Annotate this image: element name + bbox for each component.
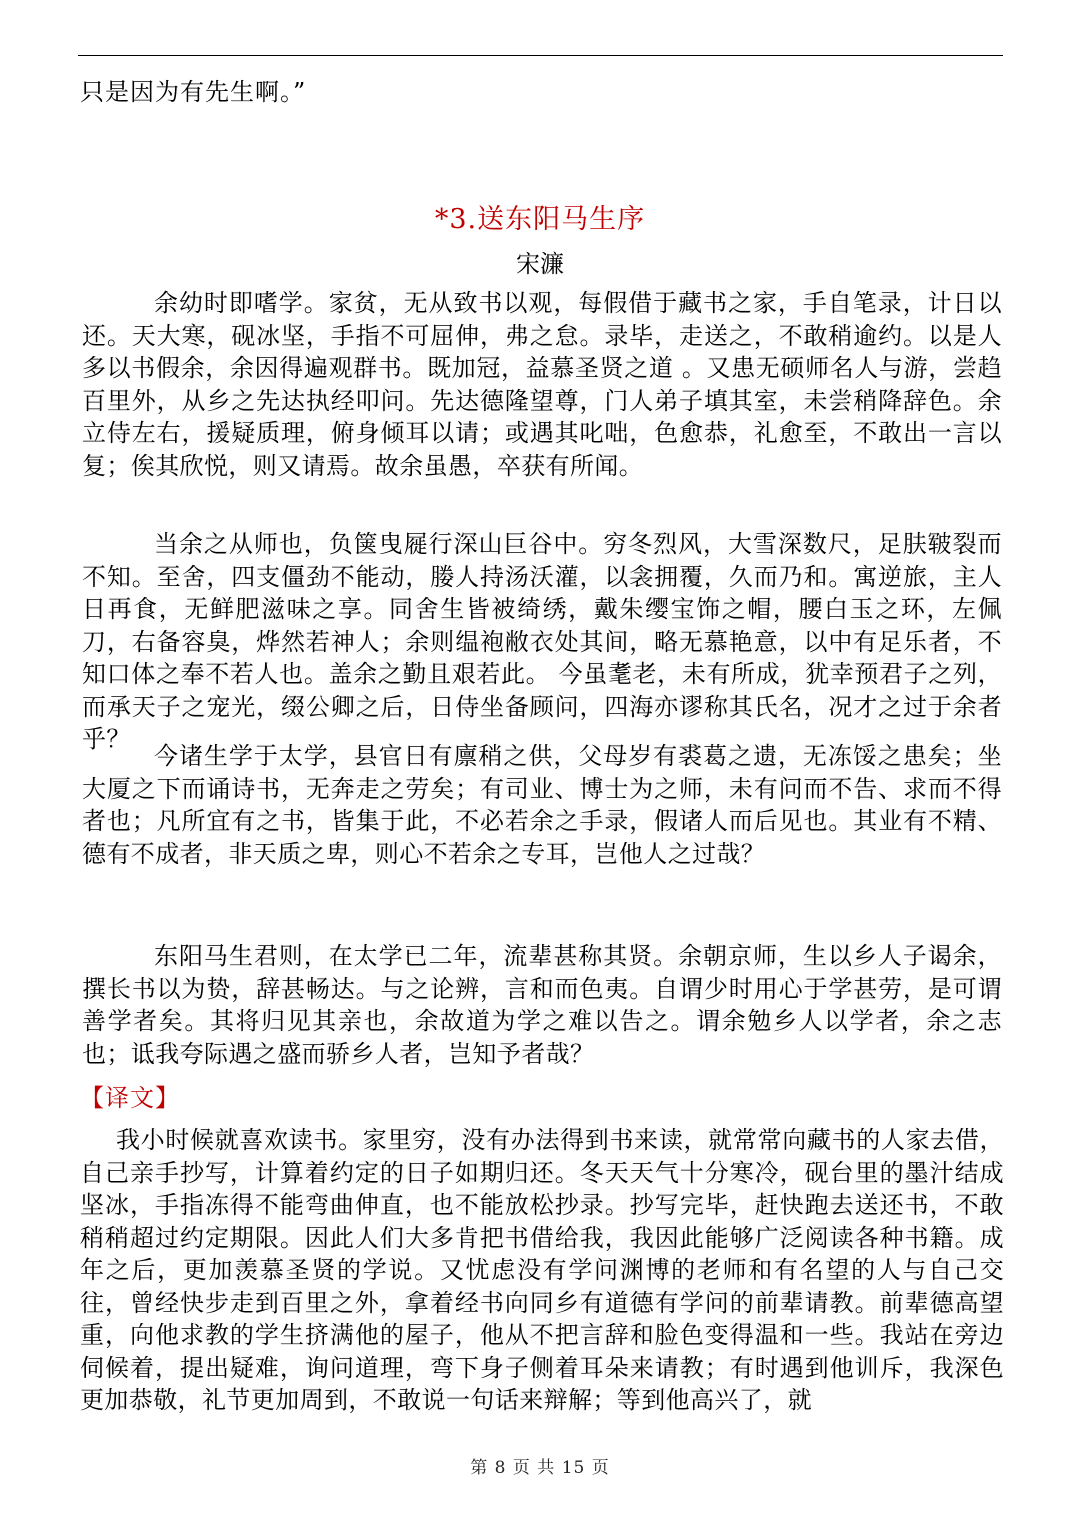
essay-paragraph-2: 当余之从师也，负箧曳屣行深山巨谷中。穷冬烈风，大雪深数尺，足肤皲裂而不知。至舍，四支僵劲不能动，媵人持汤沃灌，以衾拥覆，久而乃和。寓逆旅，主人日再食，无鲜肥滋味之享。同舍生皆被绮绣，戴朱缨宝饰之帽，腰白玉之环，左佩刀，右备容臭，烨然若神人；余则缊袍敝衣处其间，略无慕艳意，以中有足乐者，不知口体之奉不若人也。盖余之勤且艰若此。 今虽耄老，未有所成，犹幸预君子之列，而承天子之宠光，缀公卿之后，日侍坐备顾问，四海亦谬称其氏名，况才之过于余者乎？ <box>82 530 1002 753</box>
essay-paragraph-4: 东阳马生君则，在太学已二年，流辈甚称其贤。余朝京师，生以乡人子谒余，撰长书以为贽，辞甚畅达。与之论辨，言和而色夷。自谓少时用心于学甚劳，是可谓善学者矣。其将归见其亲也，余故道为学之难以告之。谓余勉乡人以学者，余之志也；诋我夸际遇之盛而骄乡人者，岂知予者哉？ <box>82 942 1002 1068</box>
continuation-line: 只是因为有先生啊。” <box>80 78 307 106</box>
header-rule <box>78 55 1003 56</box>
essay-paragraph-1: 余幼时即嗜学。家贫，无从致书以观，每假借于藏书之家，手自笔录，计日以还。天大寒，砚冰坚，手指不可屈伸，弗之怠。录毕，走送之，不敢稍逾约。以是人多以书假余，余因得遍观群书。既加冠，益慕圣贤之道 。又患无硕师名人与游，尝趋百里外，从乡之先达执经叩问。先达德隆望尊，门人弟子填其室，未尝稍降辞色。余立侍左右，援疑质理，俯身倾耳以请；或遇其叱咄，色愈恭，礼愈至，不敢出一言以复；俟其欣悦，则又请焉。故余虽愚，卒获有所闻。 <box>82 289 1002 480</box>
page-footer: 第 8 页 共 15 页 <box>470 1458 610 1478</box>
essay-paragraph-3: 今诸生学于太学，县官日有廪稍之供，父母岁有裘葛之遗，无冻馁之患矣；坐大厦之下而诵诗书，无奔走之劳矣；有司业、博士为之师，未有问而不告、求而不得者也；凡所宜有之书，皆集于此，不必若余之手录，假诸人而后见也。其业有不精、德有不成者，非天质之卑，则心不若余之专耳，岂他人之过哉？ <box>82 742 1002 868</box>
translation-paragraph: 我小时候就喜欢读书。家里穷，没有办法得到书来读，就常常向藏书的人家去借，自己亲手抄写，计算着约定的日子如期归还。冬天天气十分寒冷，砚台里的墨汁结成坚冰，手指冻得不能弯曲伸直，也不能放松抄录。抄写完毕，赶快跑去送还书，不敢稍稍超过约定期限。因此人们大多肯把书借给我，我因此能够广泛阅读各种书籍。成年之后，更加羡慕圣贤的学说。又忧虑没有学问渊博的老师和有名望的人与自己交往，曾经快步走到百里之外，拿着经书向同乡有道德有学问的前辈请教。前辈德高望重，向他求教的学生挤满他的屋子，他从不把言辞和脸色变得温和一些。我站在旁边伺候着，提出疑难，询问道理，弯下身子侧着耳朵来请教；有时遇到他训斥，我深色更加恭敬，礼节更加周到，不敢说一句话来辩解；等到他高兴了，就 <box>80 1126 1004 1414</box>
essay-author: 宋濂 <box>516 250 564 278</box>
essay-title: *3.送东阳马生序 <box>434 204 646 235</box>
translation-label: 【译文】 <box>80 1084 180 1112</box>
